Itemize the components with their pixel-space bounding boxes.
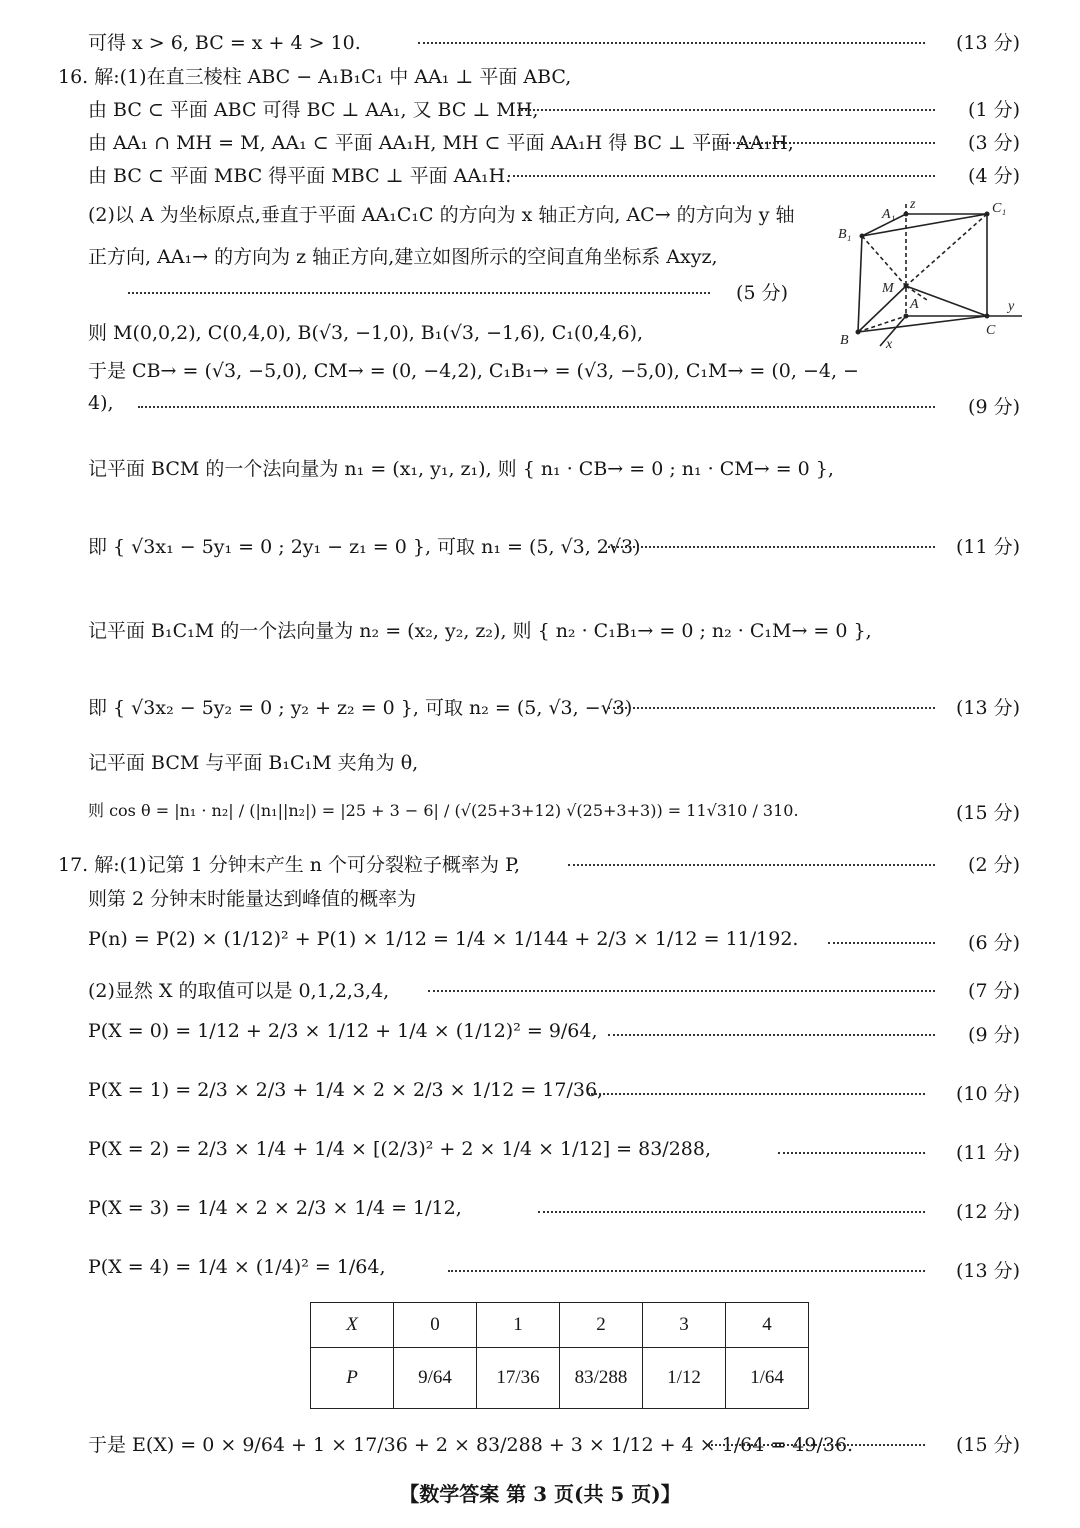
score: (10 分) bbox=[955, 1083, 1020, 1105]
score: (2 分) bbox=[968, 854, 1020, 876]
line-text: 16. 解:(1)在直三棱柱 ABC − A₁B₁C₁ 中 AA₁ ⊥ 平面 ABC, bbox=[58, 66, 572, 88]
line-9 bbox=[88, 356, 859, 383]
line-17 bbox=[58, 850, 1020, 877]
edge-c1-m bbox=[906, 214, 987, 286]
point-m bbox=[904, 284, 909, 289]
line-11 bbox=[88, 454, 834, 481]
score: (9 分) bbox=[968, 1024, 1020, 1046]
dot-leader bbox=[568, 864, 935, 866]
label-z: z bbox=[910, 197, 916, 212]
dot-leader bbox=[518, 109, 935, 111]
table-cell: 3 bbox=[643, 1303, 726, 1348]
dot-leader bbox=[608, 707, 935, 709]
dot-leader bbox=[448, 1270, 925, 1272]
line-text: P(X = 0) = 1/12 + 2/3 × 1/12 + 1/4 × (1/12)² = 9/64, bbox=[88, 1020, 598, 1042]
line-3 bbox=[88, 128, 1020, 155]
line-26 bbox=[88, 1430, 1020, 1457]
line-text: 即 { √3x₁ − 5y₁ = 0 ; 2y₁ − z₁ = 0 }, 可取 n₁ = (5, √3, 2√3) bbox=[88, 536, 641, 558]
distribution-table bbox=[310, 1302, 809, 1409]
line-text: 由 BC ⊂ 平面 ABC 可得 BC ⊥ AA₁, 又 BC ⊥ MH, bbox=[88, 99, 539, 121]
score: (13 分) bbox=[955, 32, 1020, 54]
line-23 bbox=[88, 1138, 1020, 1164]
table-cell: 0 bbox=[394, 1303, 477, 1348]
line-text: 由 BC ⊂ 平面 MBC 得平面 MBC ⊥ 平面 AA₁H. bbox=[88, 165, 512, 187]
label-m: M bbox=[882, 281, 894, 296]
line-text: 记平面 BCM 的一个法向量为 n₁ = (x₁, y₁, z₁), 则 { n₁ · CB→ = 0 ; n₁ · CM→ = 0 }, bbox=[88, 458, 834, 480]
dot-leader bbox=[608, 1034, 935, 1036]
line-14 bbox=[88, 693, 1020, 720]
table-cell: 1/64 bbox=[726, 1348, 809, 1409]
score: (3 分) bbox=[968, 132, 1020, 154]
line-1 bbox=[58, 62, 571, 89]
dot-leader bbox=[708, 1444, 925, 1446]
dot-leader bbox=[128, 292, 710, 294]
point-b1 bbox=[860, 234, 865, 239]
label-a1: A₁ bbox=[882, 207, 896, 222]
dot-leader bbox=[778, 1152, 925, 1154]
table-cell: 4 bbox=[726, 1303, 809, 1348]
line-text: 则 cos θ = |n₁ · n₂| / (|n₁||n₂|) = |25 + 3 − 6| / (√(25+3+12) √(25+3+3)) = 11√310 / 310. bbox=[88, 801, 799, 820]
line-20 bbox=[88, 976, 1020, 1003]
table-cell: P bbox=[311, 1348, 394, 1409]
line-text: (2)以 A 为坐标原点,垂直于平面 AA₁C₁C 的方向为 x 轴正方向, AC→ 的方向为 y 轴 bbox=[88, 204, 795, 226]
line-4 bbox=[88, 161, 1020, 188]
line-text: 则 M(0,0,2), C(0,4,0), B(√3, −1,0), B₁(√3, −1,6), C₁(0,4,6), bbox=[88, 322, 644, 344]
dot-leader bbox=[508, 175, 935, 177]
line-22 bbox=[88, 1079, 1020, 1105]
line-text: 于是 CB→ = (√3, −5,0), CM→ = (0, −4,2), C₁B₁→ = (√3, −5,0), C₁M→ = (0, −4, − bbox=[88, 360, 859, 382]
line-text: 由 AA₁ ∩ MH = M, AA₁ ⊂ 平面 AA₁H, MH ⊂ 平面 AA₁H 得 BC ⊥ 平面 AA₁H, bbox=[88, 132, 794, 154]
label-x: x bbox=[886, 337, 893, 352]
edge-b1-b bbox=[858, 236, 862, 332]
line-16 bbox=[88, 798, 1020, 824]
score: (11 分) bbox=[955, 1142, 1020, 1164]
line-21 bbox=[88, 1020, 1020, 1046]
dot-leader bbox=[708, 142, 935, 144]
line-text: 则第 2 分钟末时能量达到峰值的概率为 bbox=[88, 888, 417, 910]
line-13 bbox=[88, 616, 872, 643]
score: (11 分) bbox=[955, 536, 1020, 558]
score: (1 分) bbox=[968, 99, 1020, 121]
dot-leader bbox=[828, 942, 935, 944]
line-2 bbox=[88, 95, 1020, 122]
dot-leader bbox=[418, 42, 925, 44]
line-8 bbox=[88, 318, 643, 345]
dot-leader bbox=[588, 1093, 925, 1095]
score: (15 分) bbox=[955, 1434, 1020, 1456]
point-c bbox=[985, 314, 990, 319]
point-c1 bbox=[985, 212, 990, 217]
score: (5 分) bbox=[736, 282, 788, 304]
line-6 bbox=[88, 242, 718, 269]
line-text: 可得 x > 6, BC = x + 4 > 10. bbox=[88, 32, 361, 54]
line-text: 4), bbox=[88, 392, 114, 414]
line-18 bbox=[88, 884, 416, 911]
dot-leader bbox=[138, 406, 935, 408]
label-b1: B₁ bbox=[838, 227, 852, 242]
score: (4 分) bbox=[968, 165, 1020, 187]
line-text: P(X = 2) = 2/3 × 1/4 + 1/4 × [(2/3)² + 2 × 1/4 × 1/12] = 83/288, bbox=[88, 1138, 712, 1160]
line-0 bbox=[88, 28, 1020, 55]
dot-leader bbox=[608, 546, 935, 548]
table-row-values bbox=[311, 1348, 809, 1409]
edge-b1-m bbox=[862, 236, 906, 286]
line-text: 记平面 BCM 与平面 B₁C₁M 夹角为 θ, bbox=[88, 752, 419, 774]
label-y: y bbox=[1008, 299, 1015, 314]
score: (7 分) bbox=[968, 980, 1020, 1002]
line-text: 17. 解:(1)记第 1 分钟末产生 n 个可分裂粒子概率为 P, bbox=[58, 854, 521, 876]
score: (15 分) bbox=[955, 802, 1020, 824]
line-text: P(n) = P(2) × (1/12)² + P(1) × 1/12 = 1/4 × 1/144 + 2/3 × 1/12 = 11/192. bbox=[88, 928, 799, 950]
score: (9 分) bbox=[968, 396, 1020, 418]
point-a1 bbox=[904, 212, 909, 217]
dot-leader bbox=[428, 990, 935, 992]
table-row-header bbox=[311, 1303, 809, 1348]
label-a: A bbox=[910, 297, 919, 312]
line-text: (2)显然 X 的取值可以是 0,1,2,3,4, bbox=[88, 980, 390, 1002]
line-5 bbox=[88, 200, 795, 227]
label-c: C bbox=[986, 323, 996, 338]
point-b bbox=[856, 330, 861, 335]
line-text: 记平面 B₁C₁M 的一个法向量为 n₂ = (x₂, y₂, z₂), 则 { n₂ · C₁B₁→ = 0 ; n₂ · C₁M→ = 0 }, bbox=[88, 620, 872, 642]
point-a bbox=[904, 314, 909, 319]
score: (6 分) bbox=[968, 932, 1020, 954]
label-b: B bbox=[840, 333, 849, 348]
table-cell: 1/12 bbox=[643, 1348, 726, 1409]
edge-b-c bbox=[858, 316, 987, 332]
prism-figure bbox=[832, 196, 1028, 352]
score: (13 分) bbox=[955, 1260, 1020, 1282]
line-19 bbox=[88, 928, 1020, 954]
line-text: 正方向, AA₁→ 的方向为 z 轴正方向,建立如图所示的空间直角坐标系 Axyz, bbox=[88, 246, 718, 268]
table-cell: X bbox=[311, 1303, 394, 1348]
table-cell: 2 bbox=[560, 1303, 643, 1348]
page-footer: 【数学答案 第 3 页(共 5 页)】 bbox=[399, 1482, 681, 1506]
line-text: P(X = 3) = 1/4 × 2 × 2/3 × 1/4 = 1/12, bbox=[88, 1197, 462, 1219]
line-25 bbox=[88, 1256, 1020, 1282]
line-text: 于是 E(X) = 0 × 9/64 + 1 × 17/36 + 2 × 83/288 + 3 × 1/12 + 4 × 1/64 = 49/36. bbox=[88, 1434, 854, 1456]
line-12 bbox=[88, 532, 1020, 559]
line-text: P(X = 4) = 1/4 × (1/4)² = 1/64, bbox=[88, 1256, 386, 1278]
table-cell: 83/288 bbox=[560, 1348, 643, 1409]
line-10 bbox=[88, 392, 1020, 418]
line-15 bbox=[88, 748, 418, 775]
line-text: 即 { √3x₂ − 5y₂ = 0 ; y₂ + z₂ = 0 }, 可取 n₂ = (5, √3, −√3) bbox=[88, 697, 633, 719]
table-cell: 17/36 bbox=[477, 1348, 560, 1409]
edge-b1-c1 bbox=[862, 214, 987, 236]
table-cell: 9/64 bbox=[394, 1348, 477, 1409]
score: (13 分) bbox=[955, 697, 1020, 719]
line-24 bbox=[88, 1197, 1020, 1223]
label-c1: C₁ bbox=[992, 201, 1007, 216]
table-cell: 1 bbox=[477, 1303, 560, 1348]
score: (12 分) bbox=[955, 1201, 1020, 1223]
line-text: P(X = 1) = 2/3 × 2/3 + 1/4 × 2 × 2/3 × 1/12 = 17/36, bbox=[88, 1079, 604, 1101]
dot-leader bbox=[538, 1211, 925, 1213]
